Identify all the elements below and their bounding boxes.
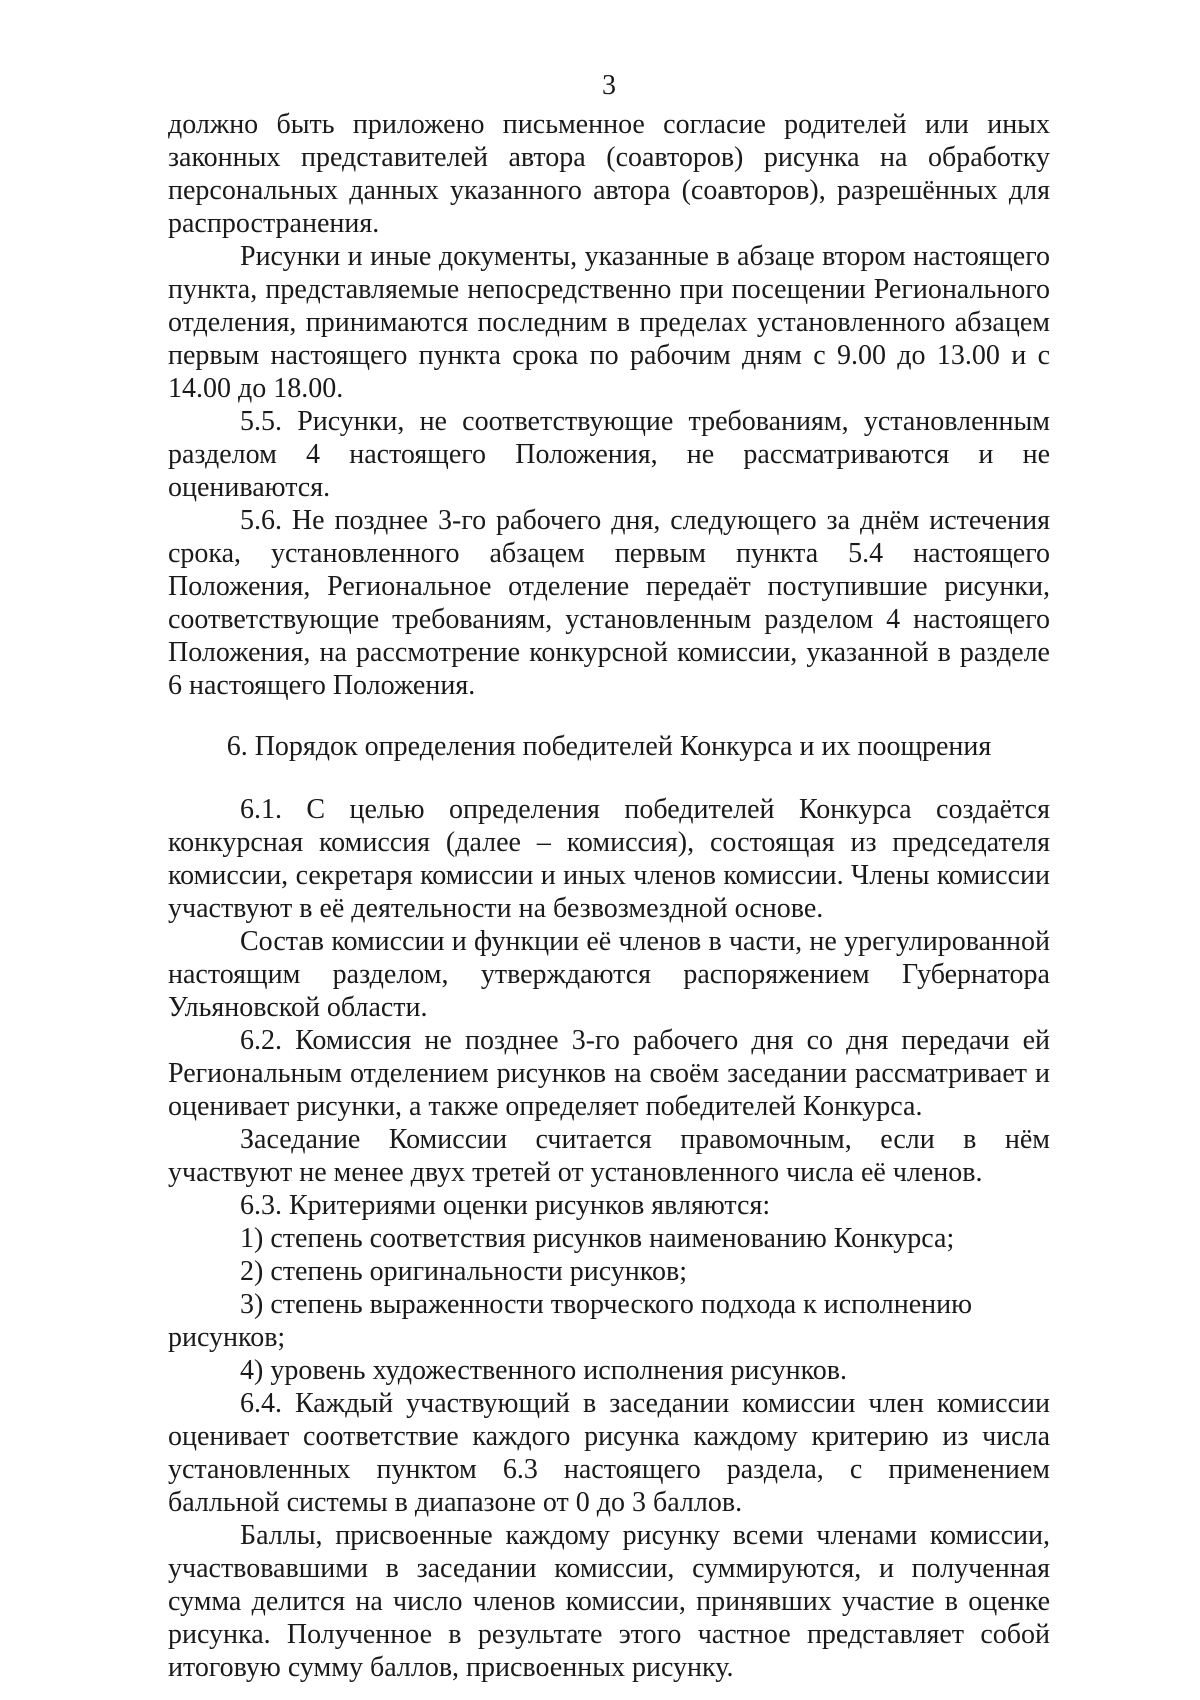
- paragraph: должно быть приложено письменное согласие родителей или иных законных представителей автора (соавторов) рисунка на обработку персональных данных указанного автора (соавторов), разрешённых для распространения.: [168, 109, 1050, 239]
- paragraph: Баллы, присвоенные каждому рисунку всеми членами комиссии, участвовавшими в заседании комиссии, суммируются, и полученная сумма делится на число членов комиссии, принявших участие в оценке рисунка. Полученное в результате этого частное представляет собой итоговую сумму баллов, присвоенных рисунку.: [168, 1520, 1050, 1683]
- paragraph: 5.6. Не позднее 3-го рабочего дня, следующего за днём истечения срока, установленного абзацем первым пункта 5.4 настоящего Положения, Региональное отделение передаёт поступившие рисунки, соответствующие требованиям, установленным разделом 4 настоящего Положения, на рассмотрение конкурсной комиссии, указанной в разделе 6 настоящего Положения.: [168, 505, 1050, 701]
- top-paragraphs: [168, 108, 1050, 702]
- paragraph: Заседание Комиссии считается правомочным, если в нём участвуют не менее двух третей от установленного числа её членов.: [168, 1124, 1050, 1188]
- list-item: 3) степень выраженности творческого подхода к исполнению рисунков;: [168, 1289, 973, 1353]
- criteria-list: [168, 1222, 1050, 1387]
- paragraph: 6.4. Каждый участвующий в заседании комиссии член комиссии оценивает соответствие каждого рисунка каждому критерию из числа установленных пунктом 6.3 настоящего раздела, с применением балльной системы в диапазоне от 0 до 3 баллов.: [168, 1388, 1050, 1518]
- list-item: 1) степень соответствия рисунков наименованию Конкурса;: [240, 1223, 955, 1254]
- paragraph: 6.2. Комиссия не позднее 3-го рабочего дня со дня передачи ей Региональным отделением рисунков на своём заседании рассматривает и оценивает рисунки, а также определяет победителей Конкурса.: [168, 1025, 1050, 1122]
- paragraph: 5.5. Рисунки, не соответствующие требованиям, установленным разделом 4 настоящего Положения, не рассматриваются и не оцениваются.: [168, 406, 1050, 503]
- section-heading: 6. Порядок определения победителей Конкурса и их поощрения: [226, 731, 992, 762]
- page-number: 3: [602, 70, 616, 101]
- section-paragraphs: [168, 793, 1050, 1222]
- paragraph: Состав комиссии и функции её членов в части, не урегулированной настоящим разделом, утверждаются распоряжением Губернатора Ульяновской области.: [168, 926, 1050, 1023]
- list-item: 4) уровень художественного исполнения рисунков.: [240, 1355, 847, 1386]
- list-item: 2) степень оригинальности рисунков;: [240, 1256, 687, 1287]
- paragraph: 6.3. Критериями оценки рисунков являются:: [240, 1190, 771, 1221]
- paragraph: Рисунки и иные документы, указанные в абзаце втором настоящего пункта, представляемые непосредственно при посещении Регионального отделения, принимаются последним в пределах установленного абзацем первым настоящего пункта срока по рабочим дням с 9.00 до 13.00 и с 14.00 до 18.00.: [168, 241, 1050, 404]
- end-paragraphs: [168, 1387, 1050, 1684]
- paragraph: 6.1. С целью определения победителей Конкурса создаётся конкурсная комиссия (далее – комиссия), состоящая из председателя комиссии, секретаря комиссии и иных членов комиссии. Члены комиссии участвуют в её деятельности на безвозмездной основе.: [168, 794, 1050, 924]
